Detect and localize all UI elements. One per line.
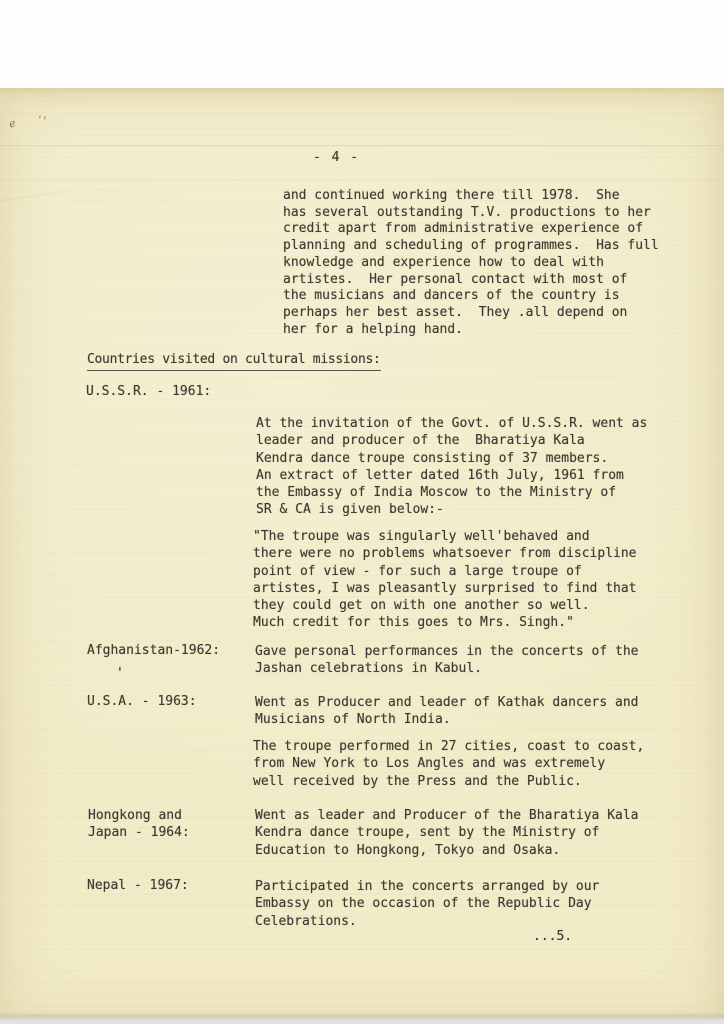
text-line: At the invitation of the Govt. of U.S.S.R. went as	[256, 416, 648, 431]
text-line: credit apart from administrative experience of	[283, 221, 644, 237]
section-heading-wrap	[87, 352, 381, 371]
section-heading: Countries visited on cultural missions:	[87, 352, 381, 371]
text-line: Kendra dance troupe, sent by the Ministry of	[255, 825, 600, 841]
text-line: her for a helping hand.	[283, 321, 464, 337]
text-line: Jashan celebrations in Kabul.	[255, 661, 482, 677]
text-line: point of view - for such a large troupe of	[253, 563, 582, 579]
pen-mark: ''	[37, 113, 49, 128]
text-line: there were no problems whatsoever from discipline	[253, 546, 637, 562]
text-line: Celebrations.	[255, 913, 357, 929]
text-line: well received by the Press and the Public.	[253, 773, 582, 789]
text-line: artistes. Her personal contact with most of	[283, 271, 628, 287]
intro-paragraph	[283, 188, 659, 338]
text-line: Gave personal performances in the concerts of the	[255, 644, 639, 659]
scan-streak	[0, 145, 724, 146]
text-line: SR & CA is given below:-	[256, 502, 444, 518]
text-line: the Embassy of India Moscow to the Ministry of	[256, 485, 617, 501]
scan-streak	[0, 180, 724, 181]
continuation-page-mark: ...5.	[533, 929, 573, 944]
entry-label-nepal: Nepal - 1967:	[87, 878, 189, 893]
paper-crease	[0, 183, 118, 203]
text-line: Musicians of North India.	[255, 712, 451, 728]
text-line: Japan - 1964:	[88, 825, 190, 841]
usa-tour-paragraph	[253, 738, 644, 790]
text-line: they could get on with one another so well.	[253, 598, 590, 614]
text-line: An extract of letter dated 16th July, 1961 from	[256, 467, 624, 483]
text-line: artistes, I was pleasantly surprised to find that	[253, 580, 637, 596]
text-line: has several outstanding T.V. productions to her	[283, 204, 651, 220]
bottom-scan-strip	[0, 1012, 724, 1024]
text-line: Embassy on the occasion of the Republic Day	[255, 896, 592, 912]
text-line: perhaps her best asset. They .all depend on	[283, 304, 628, 320]
text-line: Participated in the concerts arranged by our	[255, 879, 600, 894]
stray-typed-mark: '	[116, 666, 124, 681]
pen-mark: e	[7, 116, 18, 131]
text-line: planning and scheduling of programmes. Has full	[283, 238, 659, 254]
entry-label-usa: U.S.A. - 1963:	[87, 694, 197, 709]
entry-label-afghanistan: Afghanistan-1962:	[87, 643, 221, 658]
text-line: "The troupe was singularly well'behaved and	[253, 529, 590, 544]
entry-label-ussr: U.S.S.R. - 1961:	[86, 384, 212, 399]
page-number: - 4 -	[313, 150, 360, 165]
text-line: knowledge and experience how to deal with	[283, 254, 604, 270]
text-line: Went as leader and Producer of the Bharatiya Kala	[255, 808, 639, 823]
text-line: Much credit for this goes to Mrs. Singh."	[253, 615, 574, 631]
nepal-paragraph	[255, 878, 599, 930]
usa-paragraph	[255, 694, 639, 729]
text-line: from New York to Los Angles and was extremely	[253, 756, 606, 772]
text-line: Education to Hongkong, Tokyo and Osaka.	[255, 842, 561, 858]
text-line: The troupe performed in 27 cities, coast to coast,	[253, 739, 645, 754]
text-line: Kendra dance troupe consisting of 37 members.	[256, 450, 609, 466]
text-line: leader and producer of the Bharatiya Kala	[256, 433, 585, 449]
entry-label-hongkong-japan	[88, 807, 190, 842]
text-line: the musicians and dancers of the country is	[283, 288, 620, 304]
afghanistan-paragraph	[255, 643, 639, 678]
text-line: Hongkong and	[88, 808, 182, 823]
text-line: Went as Producer and leader of Kathak dancers and	[255, 695, 639, 710]
hongkong-japan-paragraph	[255, 807, 639, 859]
text-line: and continued working there till 1978. She	[283, 188, 620, 203]
ussr-paragraph	[256, 415, 647, 519]
ussr-quote-paragraph	[253, 528, 637, 632]
